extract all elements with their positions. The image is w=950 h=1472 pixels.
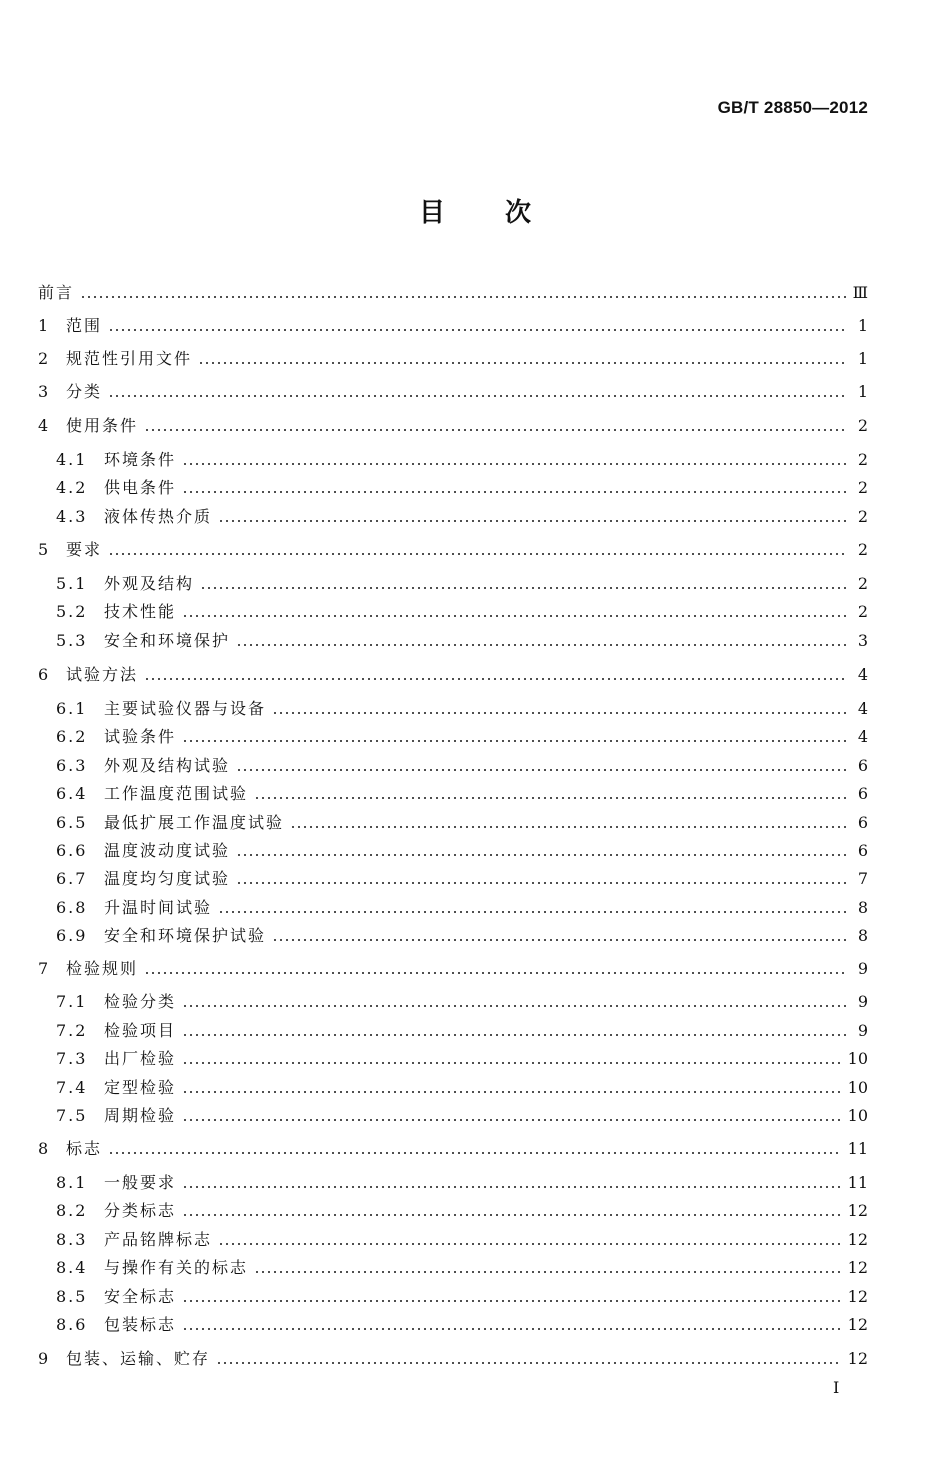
toc-entry-label: 环境条件 [104,450,177,469]
toc-entry-number: 4.3 [56,507,88,526]
toc-entry-label: 供电条件 [104,478,177,497]
dot-leader [108,1152,842,1154]
toc-entry[interactable] [38,538,868,562]
toc-entry-number: 6.3 [56,756,88,775]
toc-entry[interactable] [38,1347,868,1371]
toc-entry-page: 2 [857,574,868,593]
toc-entry-number: 9 [38,1349,49,1368]
dot-leader [182,1119,842,1121]
toc-entry[interactable] [38,957,868,981]
toc-entry-number: 8.4 [56,1258,88,1277]
dot-leader [108,395,848,397]
toc-entry-number: 8.5 [56,1287,88,1306]
toc-entry-label: 检验分类 [104,992,177,1011]
toc-entry[interactable] [56,725,868,749]
toc-entry[interactable] [56,476,868,500]
toc-entry-number: 3 [38,382,49,401]
toc-entry[interactable] [56,990,868,1014]
toc-entry-number: 7.5 [56,1106,88,1125]
toc-entry-number: 6.6 [56,841,88,860]
toc-entry-label: 温度均匀度试验 [104,869,231,888]
toc-entry-label: 标志 [66,1139,103,1158]
toc-entry-label: 产品铭牌标志 [104,1230,213,1249]
toc-entry-page: 8 [857,898,868,917]
toc-entry-page: 6 [857,813,868,832]
toc-entry-label: 出厂检验 [104,1049,177,1068]
dot-leader [182,1214,842,1216]
toc-entry-page: 12 [847,1287,868,1306]
toc-entry-page: 2 [857,602,868,621]
toc-entry-number: 7.4 [56,1078,88,1097]
toc-entry-label: 技术性能 [104,602,177,621]
toc-entry-number: 7.1 [56,992,88,1011]
toc-entry-label: 与操作有关的标志 [104,1258,249,1277]
dot-leader [182,1034,848,1036]
toc-entry[interactable] [56,1285,868,1309]
toc-entry-page: 6 [857,756,868,775]
dot-leader [182,1091,842,1093]
toc-entry-number: 6.8 [56,898,88,917]
toc-entry[interactable] [38,1137,868,1161]
toc-entry-page: 4 [857,727,868,746]
toc-entry[interactable] [38,380,868,404]
toc-entry[interactable] [38,347,868,371]
toc-entry-page: 4 [857,699,868,718]
toc-entry[interactable] [38,414,868,438]
dot-leader [198,362,848,364]
toc-entry[interactable] [56,629,868,653]
toc-entry-label: 包装、运输、贮存 [66,1349,211,1368]
dot-leader [182,615,848,617]
toc-entry-label: 前言 [38,283,75,302]
toc-entry-number: 6.7 [56,869,88,888]
toc-entry[interactable] [56,1076,868,1100]
dot-leader [218,520,848,522]
toc-entry-number: 8.3 [56,1230,88,1249]
toc-entry[interactable] [56,572,868,596]
toc-entry-page: 2 [857,450,868,469]
toc-entry-page: 8 [857,926,868,945]
toc-entry-page: 9 [857,1021,868,1040]
dot-leader [182,740,848,742]
dot-leader [144,972,848,974]
toc-entry[interactable] [56,896,868,920]
dot-leader [272,939,848,941]
toc-entry-number: 6.2 [56,727,88,746]
dot-leader [80,296,847,298]
toc-entry-number: 5.2 [56,602,88,621]
toc-entry-label: 检验规则 [66,959,139,978]
dot-leader [254,797,848,799]
toc-entry-label: 包装标志 [104,1315,177,1334]
toc-entry-label: 范围 [66,316,103,335]
toc-entry-number: 6.4 [56,784,88,803]
toc-entry[interactable] [38,663,868,687]
dot-leader [108,553,848,555]
toc-entry-page: 11 [847,1139,868,1158]
toc-entry-label: 周期检验 [104,1106,177,1125]
dot-leader [182,1186,842,1188]
toc-entry-page: 11 [847,1173,868,1192]
toc-entry-page: 9 [857,959,868,978]
dot-leader [236,644,848,646]
toc-entry-number: 2 [38,349,49,368]
toc-title: 目次 [418,198,591,228]
toc-entry-page: 10 [847,1106,868,1125]
toc-entry[interactable] [56,867,868,891]
dot-leader [216,1362,842,1364]
toc-entry-number: 7.2 [56,1021,88,1040]
toc-entry-label: 定型检验 [104,1078,177,1097]
dot-leader [236,882,848,884]
dot-leader [182,1300,842,1302]
toc-entry-number: 5.3 [56,631,88,650]
dot-leader [182,1005,848,1007]
toc-entry-page: 10 [847,1078,868,1097]
toc-entry[interactable] [56,1171,868,1195]
toc-entry[interactable] [56,1019,868,1043]
toc-entry-label: 外观及结构试验 [104,756,231,775]
toc-entry[interactable] [56,1228,868,1252]
toc-entry-number: 5.1 [56,574,88,593]
standard-code: GB/T 28850—2012 [717,98,868,117]
toc-entry-number: 6 [38,665,49,684]
toc-entry-label: 试验条件 [104,727,177,746]
toc-entry-number: 8 [38,1139,49,1158]
toc-entry-number: 8.1 [56,1173,88,1192]
toc-entry-label: 温度波动度试验 [104,841,231,860]
toc-entry[interactable] [56,811,868,835]
toc-entry-number: 8.2 [56,1201,88,1220]
toc-entry[interactable] [56,754,868,778]
toc-entry-page: 1 [857,382,868,401]
toc-entry-label: 液体传热介质 [104,507,213,526]
dot-leader [236,854,848,856]
dot-leader [108,329,848,331]
toc-entry-label: 使用条件 [66,416,139,435]
toc-entry-page: 2 [857,478,868,497]
toc-entry-label: 检验项目 [104,1021,177,1040]
toc-entry-page: 12 [847,1258,868,1277]
toc-entry-label: 试验方法 [66,665,139,684]
toc-entry[interactable] [56,448,868,472]
toc-entry-page: 12 [847,1315,868,1334]
toc-entry-page: 6 [857,841,868,860]
dot-leader [236,769,848,771]
toc-entry-page: 9 [857,992,868,1011]
toc-entry-page: 2 [857,540,868,559]
dot-leader [290,826,848,828]
toc-entry[interactable] [56,505,868,529]
dot-leader [218,911,848,913]
toc-entry-page: 3 [857,631,868,650]
toc-entry-page: 2 [857,416,868,435]
toc-entry[interactable] [38,314,868,338]
toc-entry[interactable] [56,697,868,721]
toc-entry-page: 2 [857,507,868,526]
dot-leader [182,491,848,493]
toc-entry-label: 要求 [66,540,103,559]
toc-entry-page: 6 [857,784,868,803]
dot-leader [254,1271,842,1273]
toc-entry[interactable] [38,281,868,305]
toc-entry-label: 安全标志 [104,1287,177,1306]
toc-entry-page: 1 [857,316,868,335]
toc-entry-number: 7.3 [56,1049,88,1068]
toc-entry-number: 4 [38,416,49,435]
toc-entry-label: 分类标志 [104,1201,177,1220]
toc-entry-page: 10 [847,1049,868,1068]
page-number: I [833,1378,840,1397]
dot-leader [144,429,848,431]
toc-entry-page: 4 [857,665,868,684]
toc-entry-label: 一般要求 [104,1173,177,1192]
dot-leader [182,1062,842,1064]
toc-entry[interactable] [56,600,868,624]
toc-entry-page: 1 [857,349,868,368]
toc-entry-label: 升温时间试验 [104,898,213,917]
dot-leader [144,678,848,680]
toc-entry-label: 规范性引用文件 [66,349,193,368]
toc-entry-label: 安全和环境保护试验 [104,926,267,945]
toc-entry-page: 12 [847,1201,868,1220]
toc-entry[interactable] [56,924,868,948]
toc-entry-number: 4.1 [56,450,88,469]
toc-entry-number: 8.6 [56,1315,88,1334]
toc-entry-number: 6.1 [56,699,88,718]
toc-entry-label: 工作温度范围试验 [104,784,249,803]
toc-entry[interactable] [56,1256,868,1280]
toc-entry-number: 6.5 [56,813,88,832]
toc-entry[interactable] [56,1104,868,1128]
toc-entry-number: 1 [38,316,49,335]
toc-entry[interactable] [56,1047,868,1071]
toc-entry-page: 12 [847,1230,868,1249]
dot-leader [182,1328,842,1330]
toc-entry-number: 5 [38,540,49,559]
toc-entry-label: 外观及结构 [104,574,195,593]
toc-entry-page: Ⅲ [852,283,868,302]
dot-leader [272,712,848,714]
dot-leader [200,587,848,589]
dot-leader [218,1243,842,1245]
toc-entry-number: 4.2 [56,478,88,497]
toc-entry-number: 7 [38,959,49,978]
toc-entry-page: 12 [847,1349,868,1368]
toc-entry[interactable] [56,1199,868,1223]
dot-leader [182,463,848,465]
toc-entry[interactable] [56,782,868,806]
toc-entry-label: 分类 [66,382,103,401]
toc-entry[interactable] [56,839,868,863]
toc-entry-label: 主要试验仪器与设备 [104,699,267,718]
toc-entry[interactable] [56,1313,868,1337]
toc-entry-page: 7 [857,869,868,888]
toc-entry-label: 安全和环境保护 [104,631,231,650]
toc-entry-label: 最低扩展工作温度试验 [104,813,285,832]
toc-entry-number: 6.9 [56,926,88,945]
